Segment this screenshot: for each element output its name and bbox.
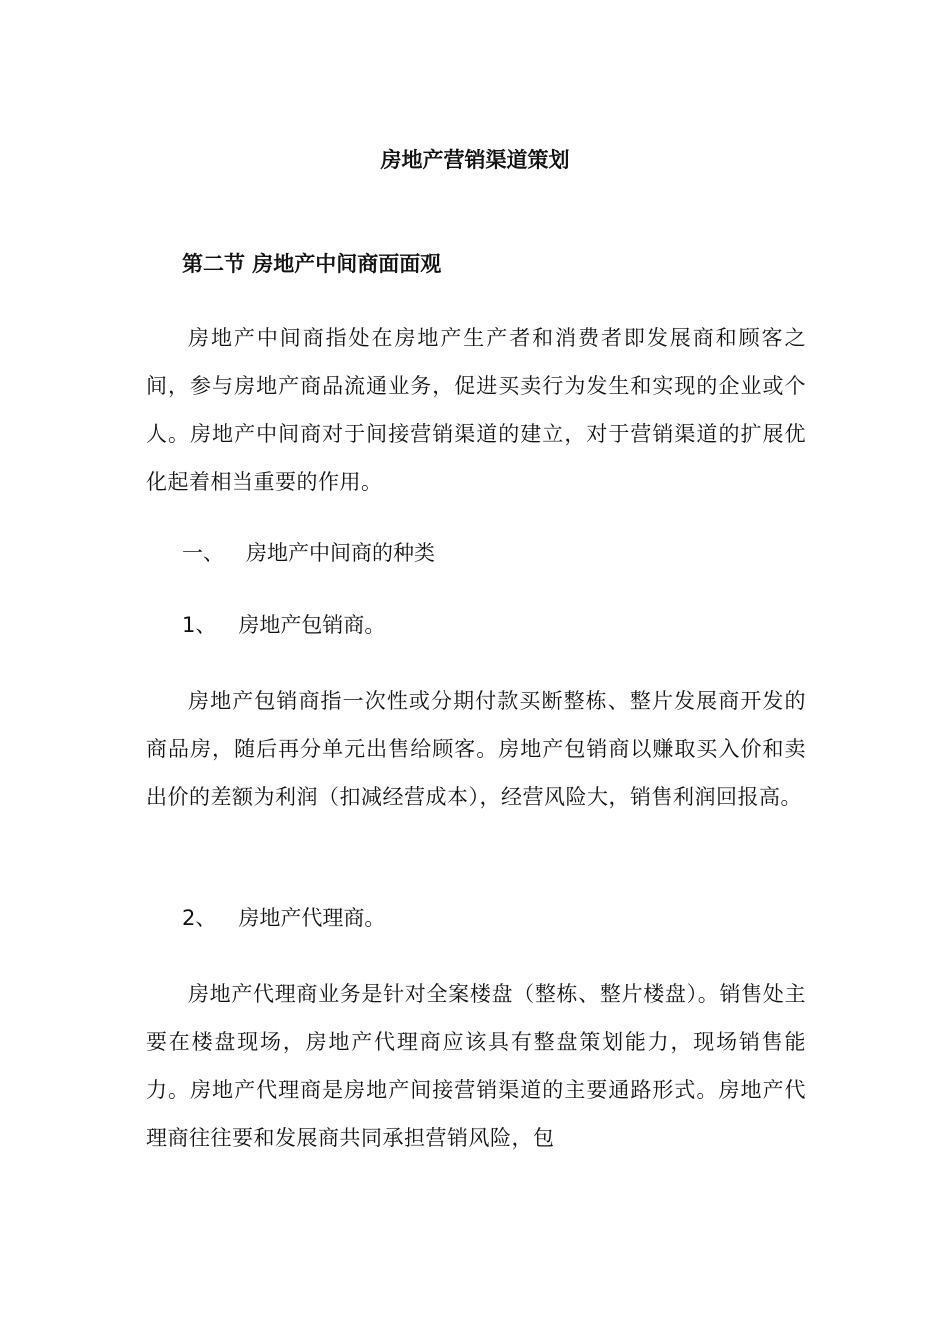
paragraph-agent: 房地产代理商业务是针对全案楼盘（整栋、整片楼盘）。销售处主要在楼盘现场，房地产代理商应该具有整盘策划能力，现场销售能力。房地产代理商是房地产间接营销渠道的主要通路形式。房地产代理商往往要和发展商共同承担营销风险，包 [146,982,806,1150]
paragraph-underwriter: 房地产包销商指一次性或分期付款买断整栋、整片发展商开发的商品房，随后再分单元出售给顾客。房地产包销商以赚取买入价和卖出价的差额为利润（扣减经营成本），经营风险大，销售利润回报高。 [146,689,806,809]
item-number-1: 1、 [182,613,217,637]
item-text-1: 房地产包销商。 [238,613,386,637]
paragraph-intro: 房地产中间商指处在房地产生产者和消费者即发展商和顾客之间，参与房地产商品流通业务，促进买卖行为发生和实现的企业或个人。房地产中间商对于间接营销渠道的建立，对于营销渠道的扩展优化起着相当重要的作用。 [146,326,806,494]
item-heading-2 [182,902,385,934]
section-heading: 第二节 房地产中间商面面观 [182,252,442,276]
document-title: 房地产营销渠道策划 [380,148,570,172]
item-number-2: 2、 [182,906,217,930]
types-heading [182,537,435,569]
item-text-2: 房地产代理商。 [238,906,386,930]
types-heading-text: 房地产中间商的种类 [246,541,435,565]
types-heading-number: 一、 [182,541,224,565]
item-heading-1 [182,609,385,641]
